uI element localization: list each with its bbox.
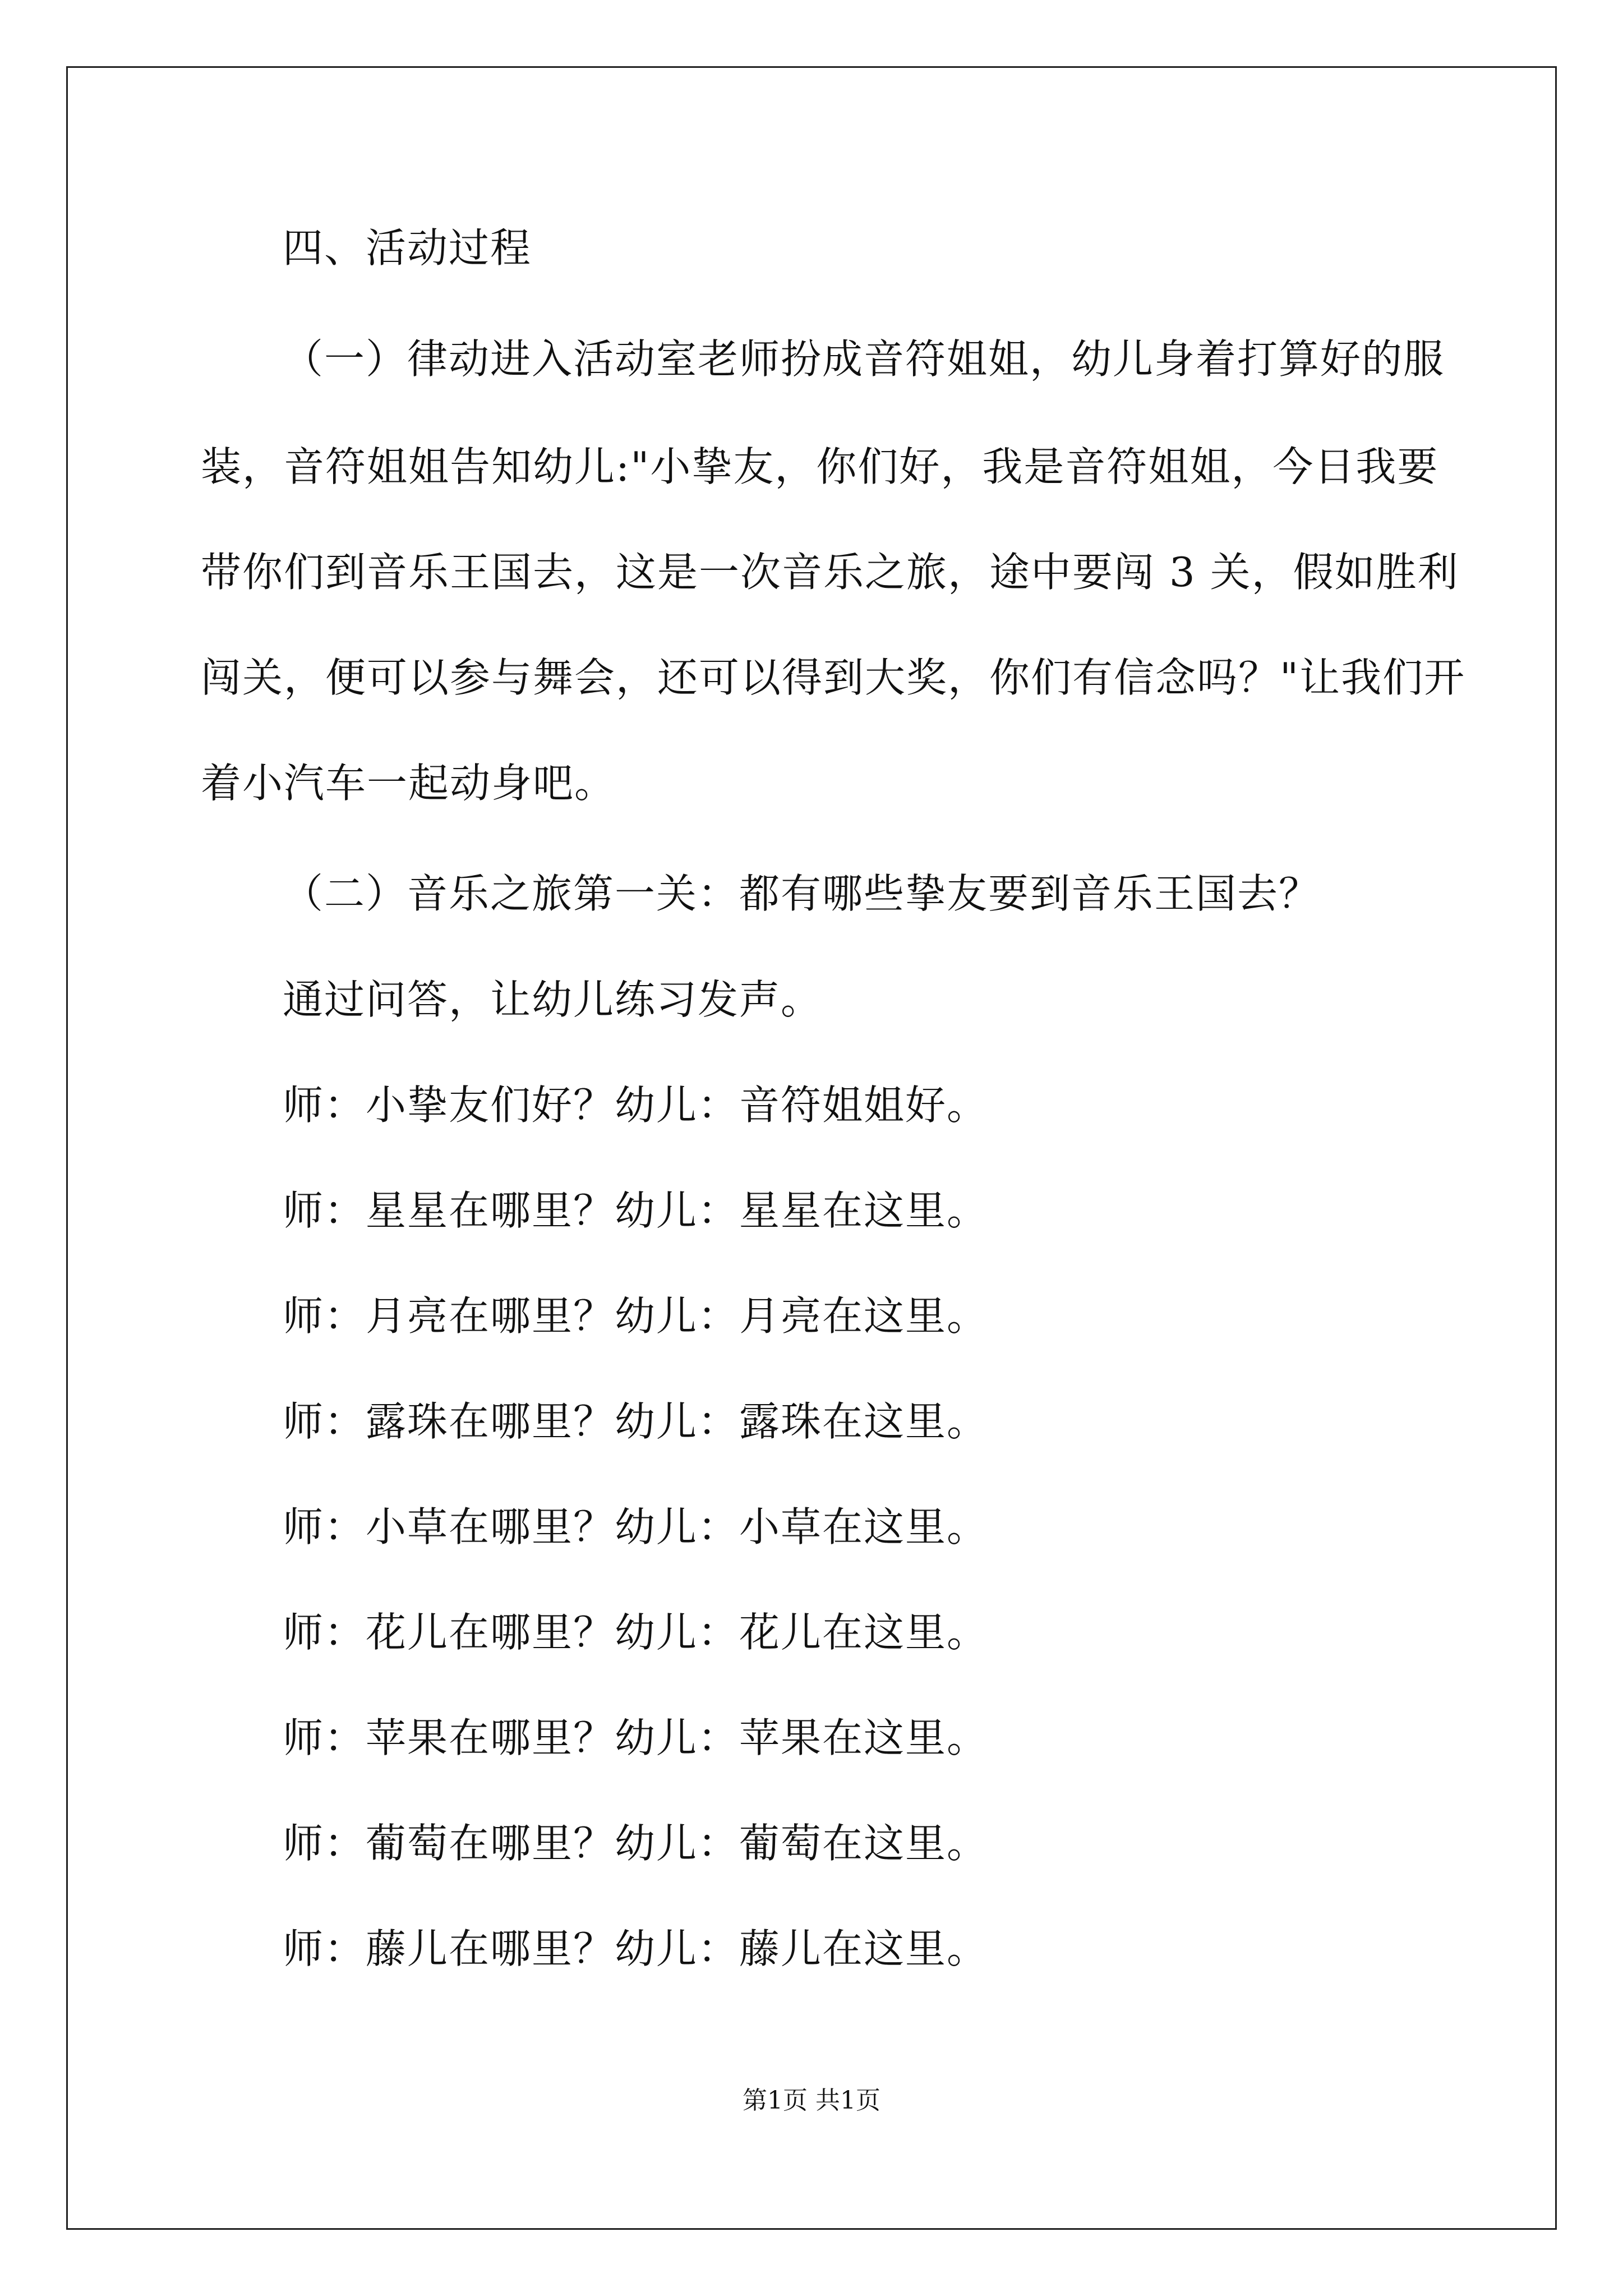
paragraph-line: （一）律动进入活动室老师扮成音符姐姐，幼儿身着打算好的服	[283, 335, 1445, 383]
dialogue-line: 师：花儿在哪里？幼儿：花儿在这里。	[283, 1609, 989, 1656]
section-title: （二）音乐之旅第一关：都有哪些挚友要到音乐王国去？	[283, 870, 1321, 917]
dialogue-line: 师：藤儿在哪里？幼儿：藤儿在这里。	[283, 1925, 989, 1972]
section-heading: 四、活动过程	[283, 224, 532, 272]
page-footer: 第1页 共1页	[743, 2086, 880, 2115]
page-border	[66, 66, 1557, 2230]
dialogue-line: 师：葡萄在哪里？幼儿：葡萄在这里。	[283, 1820, 989, 1867]
intro-text: 通过问答，让幼儿练习发声。	[283, 976, 823, 1023]
dialogue-line: 师：苹果在哪里？幼儿：苹果在这里。	[283, 1714, 989, 1761]
paragraph-line: 带你们到音乐王国去，这是一次音乐之旅，途中要闯 3 关，假如胜利	[201, 549, 1459, 596]
paragraph-line: 装，音符姐姐告知幼儿:"小挚友，你们好，我是音符姐姐，今日我要	[201, 443, 1439, 490]
paragraph-line: 着小汽车一起动身吧。	[201, 760, 616, 807]
dialogue-line: 师：月亮在哪里？幼儿：月亮在这里。	[283, 1292, 989, 1340]
dialogue-line: 师：星星在哪里？幼儿：星星在这里。	[283, 1187, 989, 1234]
dialogue-line: 师：露珠在哪里？幼儿：露珠在这里。	[283, 1398, 989, 1445]
paragraph-line: 闯关，便可以参与舞会，还可以得到大奖，你们有信念吗？"让我们开	[201, 654, 1466, 701]
dialogue-line: 师：小草在哪里？幼儿：小草在这里。	[283, 1503, 989, 1550]
dialogue-line: 师：小挚友们好？幼儿：音符姐姐好。	[283, 1082, 989, 1129]
